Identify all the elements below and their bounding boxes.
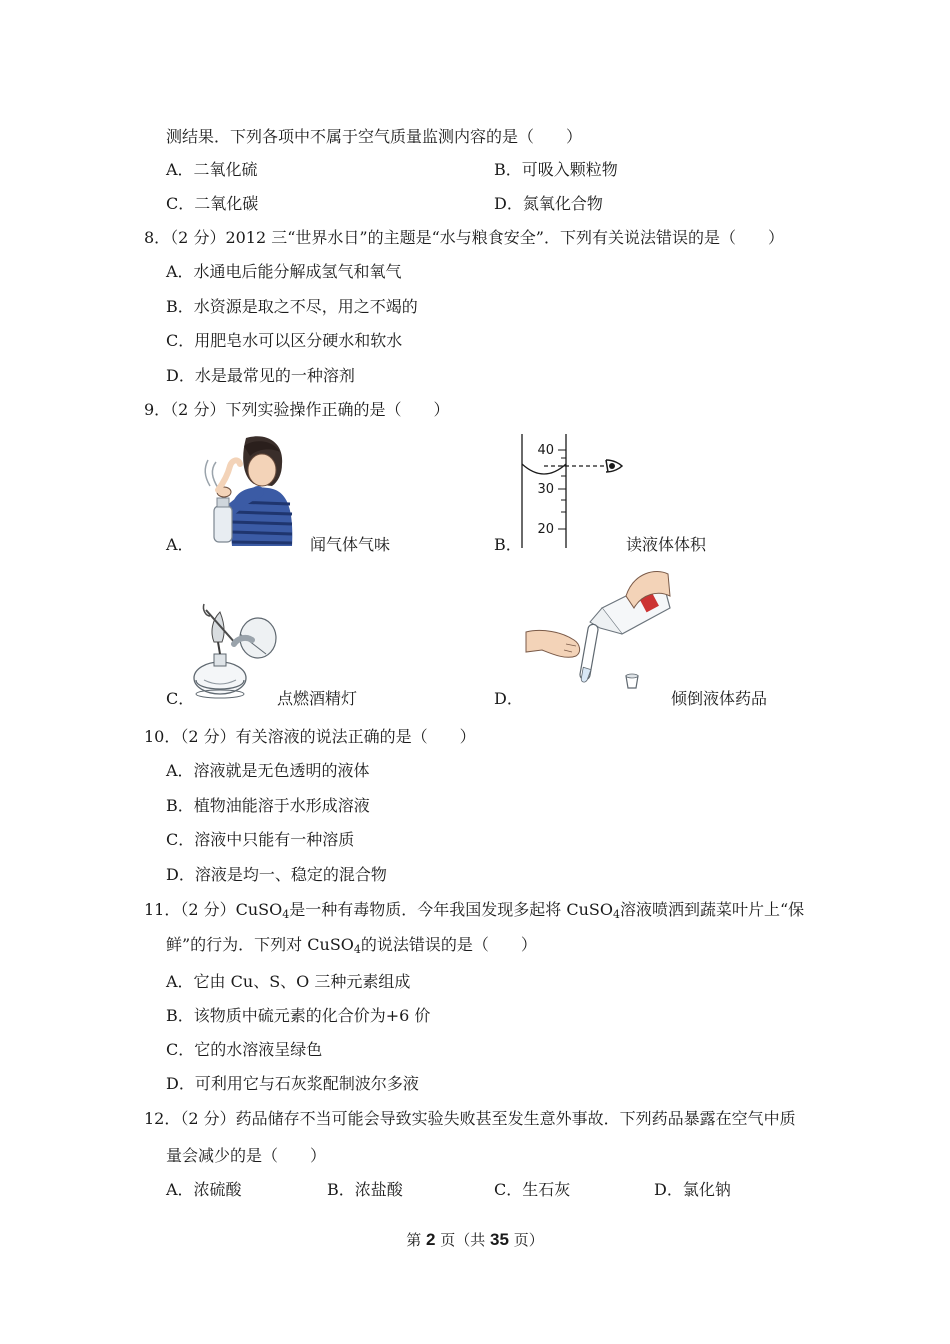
q11-stem-line2 bbox=[166, 935, 537, 955]
q9-option-b-caption: 读液体体积 bbox=[626, 535, 707, 554]
q7-option-c: C．二氧化碳 bbox=[166, 194, 259, 213]
cylinder-tick-40: 40 bbox=[537, 443, 554, 458]
q11-sub-b: 4 bbox=[612, 908, 620, 921]
q10-option-d: D．溶液是均一、稳定的混合物 bbox=[166, 865, 387, 884]
q8-option-c: C．用肥皂水可以区分硬水和软水 bbox=[166, 331, 403, 350]
q12-option-a: A．浓硫酸 bbox=[166, 1180, 242, 1199]
q10-option-b: B．植物油能溶于水形成溶液 bbox=[166, 796, 370, 815]
q8-option-a: A．水通电后能分解成氢气和氧气 bbox=[166, 262, 402, 281]
q11-stem-a: 11．（2 分）CuSO bbox=[144, 900, 283, 919]
q9-option-d-letter: D． bbox=[494, 689, 523, 708]
footer-total-pages: 35 bbox=[490, 1230, 509, 1249]
q9-stem: 9．（2 分）下列实验操作正确的是（ ） bbox=[144, 400, 450, 419]
q7-option-a: A．二氧化硫 bbox=[166, 160, 258, 179]
cylinder-tick-30: 30 bbox=[537, 482, 554, 497]
q11-option-a: A．它由 Cu、S、O 三种元素组成 bbox=[166, 972, 411, 991]
boy-smelling-figure bbox=[188, 430, 308, 550]
q11-line2-b: 的说法错误的是（ ） bbox=[360, 935, 537, 954]
q7-stem-tail: 测结果．下列各项中不属于空气质量监测内容的是（ ） bbox=[166, 127, 583, 146]
q8-stem: 8．（2 分）2012 三“世界水日”的主题是“水与粮食安全”．下列有关说法错误的是（ ） bbox=[144, 228, 784, 247]
q12-option-c: C．生石灰 bbox=[494, 1180, 571, 1199]
alcohol-lamp-figure bbox=[190, 598, 280, 702]
q10-option-a: A．溶液就是无色透明的液体 bbox=[166, 761, 370, 780]
pouring-liquid-figure bbox=[522, 568, 672, 698]
q12-stem-line2: 量会减少的是（ ） bbox=[166, 1146, 327, 1165]
q9-option-a-caption: 闻气体气味 bbox=[310, 535, 391, 554]
q11-stem bbox=[144, 900, 804, 920]
q11-option-b: B．该物质中硫元素的化合价为+6 价 bbox=[166, 1006, 431, 1025]
q7-option-d: D．氮氧化合物 bbox=[494, 194, 603, 213]
q11-stem-b: 是一种有毒物质．今年我国发现多起将 CuSO bbox=[289, 900, 613, 919]
q12-option-b: B．浓盐酸 bbox=[327, 1180, 403, 1199]
q11-option-c: C．它的水溶液呈绿色 bbox=[166, 1040, 323, 1059]
page-footer bbox=[0, 1230, 950, 1250]
q9-option-a-letter: A． bbox=[166, 535, 194, 554]
q11-sub-a: 4 bbox=[282, 908, 290, 921]
q11-option-d: D．可利用它与石灰浆配制波尔多液 bbox=[166, 1074, 419, 1093]
q10-option-c: C．溶液中只能有一种溶质 bbox=[166, 830, 355, 849]
q12-option-d: D．氯化钠 bbox=[654, 1180, 731, 1199]
q9-option-c-caption: 点燃酒精灯 bbox=[277, 689, 358, 708]
q8-option-b: B．水资源是取之不尽，用之不竭的 bbox=[166, 297, 418, 316]
footer-pre: 第 bbox=[406, 1231, 427, 1249]
eye-icon bbox=[606, 460, 622, 472]
footer-mid: 页（共 bbox=[435, 1231, 491, 1249]
graduated-cylinder-figure bbox=[514, 434, 634, 550]
footer-post: 页） bbox=[508, 1231, 544, 1249]
q11-stem-c: 溶液喷洒到蔬菜叶片上“保 bbox=[619, 900, 805, 919]
q9-option-d-caption: 倾倒液体药品 bbox=[671, 689, 768, 708]
q11-line2-a: 鲜”的行为．下列对 CuSO bbox=[166, 935, 354, 954]
q12-stem: 12．（2 分）药品储存不当可能会导致实验失败甚至发生意外事故．下列药品暴露在空气中质 bbox=[144, 1109, 796, 1128]
cylinder-tick-20: 20 bbox=[537, 522, 554, 537]
q10-stem: 10．（2 分）有关溶液的说法正确的是（ ） bbox=[144, 727, 476, 746]
q7-option-b: B．可吸入颗粒物 bbox=[494, 160, 618, 179]
q9-option-b-letter: B． bbox=[494, 535, 522, 554]
q11-sub-c: 4 bbox=[353, 943, 361, 956]
footer-page-number: 2 bbox=[426, 1230, 436, 1249]
q9-option-c-letter: C． bbox=[166, 689, 195, 708]
q8-option-d: D．水是最常见的一种溶剂 bbox=[166, 366, 355, 385]
